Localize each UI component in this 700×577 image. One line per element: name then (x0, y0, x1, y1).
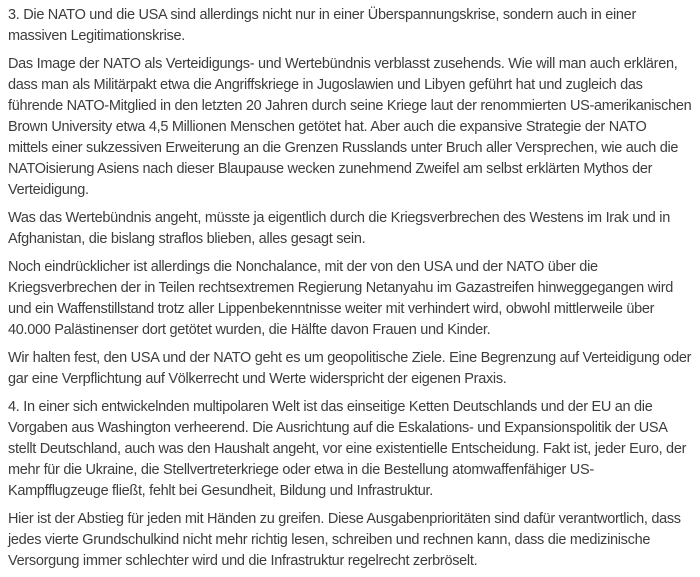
text-line: Noch eindrücklicher ist allerdings die Nonchalance, mit der von den USA und der NATO über die (8, 259, 598, 275)
text-line: dass man als Militärpakt etwa die Angriffskriege in Jugoslawien und Libyen geführt hat und zugleich das (8, 77, 643, 93)
paragraph-3-nato-usa-krise (8, 5, 696, 47)
text-line: Kriegsverbrechen der in Teilen rechtsextremen Regierung Netanyahu im Gazastreifen hinweggegangen wird (8, 280, 674, 296)
text-line: stellt Deutschland, auch was den Haushalt angeht, vor eine existentielle Entscheidung. Fakt ist, jeder Euro, der (8, 441, 687, 457)
text-line: 3. Die NATO und die USA sind allerdings nicht nur in einer Überspannungskrise, sondern auch in einer (8, 7, 636, 23)
paragraph-abstieg (8, 509, 696, 572)
paragraph-nonchalance-gaza (8, 257, 696, 341)
text-line: gar eine Verpflichtung auf Völkerrecht und Werte widerspricht der eigenen Praxis. (8, 371, 507, 387)
text-line: Hier ist der Abstieg für jeden mit Händen zu greifen. Diese Ausgabenprioritäten sind dafür verantwortlich, dass (8, 511, 681, 527)
text-line: massiven Legitimationskrise. (8, 28, 185, 44)
text-line: 4. In einer sich entwickelnden multipolaren Welt ist das einseitige Ketten Deutschlands und der EU an die (8, 399, 653, 415)
text-line: mehr für die Ukraine, die Stellvertreterkriege oder etwa in die Bestellung atomwaffenfähiger US- (8, 462, 594, 478)
text-line: Afghanistan, die bislang straflos blieben, alles gesagt sein. (8, 231, 366, 247)
paragraph-4-multipolare-welt (8, 397, 696, 502)
text-line: Kampfflugzeuge fließt, fehlt bei Gesundheit, Bildung und Infrastruktur. (8, 483, 433, 499)
paragraph-image-der-nato (8, 54, 696, 201)
text-line: jedes vierte Grundschulkind nicht mehr richtig lesen, schreiben und rechnen kann, dass die medizinische (8, 532, 651, 548)
text-line: führende NATO-Mitglied in den letzten 20 Jahren durch seine Kriege laut der renommierten US-amerikanischen (8, 98, 692, 114)
text-line: Versorgung immer schlechter wird und die Infrastruktur regelrecht zerbröselt. (8, 553, 478, 569)
text-line: 40.000 Palästinenser dort getötet wurden, die Hälfte davon Frauen und Kinder. (8, 322, 491, 338)
text-line: und ein Waffenstillstand trotz aller Lippenbekenntnisse weiter mit verhindert wird, obwohl mittlerweile über (8, 301, 655, 317)
text-line: Verteidigung. (8, 182, 89, 198)
text-line: Wir halten fest, den USA und der NATO geht es um geopolitische Ziele. Eine Begrenzung auf Verteidigung oder (8, 350, 692, 366)
paragraph-wir-halten-fest (8, 348, 696, 390)
text-line: Das Image der NATO als Verteidigungs- und Wertebündnis verblasst zusehends. Wie will man auch erklären, (8, 56, 678, 72)
text-line: NATOisierung Asiens nach dieser Blaupause wecken zunehmend Zweifel am selbst erklärten Mythos der (8, 161, 653, 177)
text-line: mittels einer sukzessiven Erweiterung an die Grenzen Russlands unter Bruch aller Versprechen, wie auch die (8, 140, 679, 156)
text-line: Brown University etwa 4,5 Millionen Menschen getötet hat. Aber auch die expansive Strategie der NATO (8, 119, 647, 135)
text-line: Vorgaben aus Washington verheerend. Die Ausrichtung auf die Eskalations- und Expansionspolitik der USA (8, 420, 668, 436)
text-line: Was das Wertebündnis angeht, müsste ja eigentlich durch die Kriegsverbrechen des Westens im Irak und in (8, 210, 670, 226)
paragraph-wertebuendnis (8, 208, 696, 250)
